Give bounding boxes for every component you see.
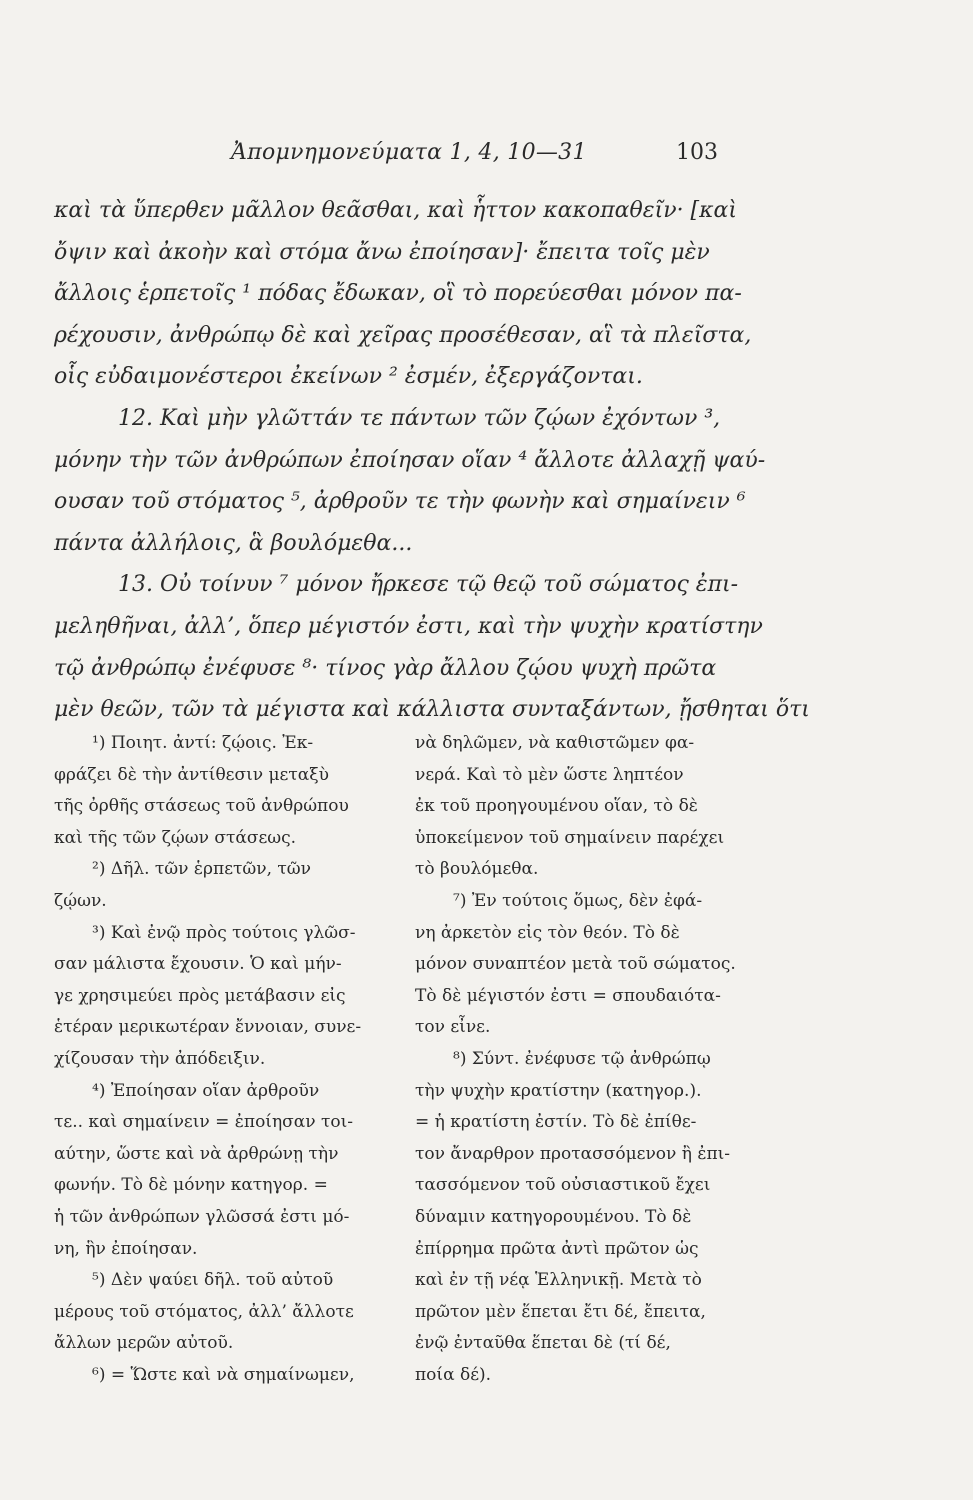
page-number: 103 bbox=[676, 140, 718, 165]
footnote-line: τῆς ὀρθῆς στάσεως τοῦ ἀνθρώπου bbox=[54, 796, 349, 817]
footnote-line: ἐπίρρημα πρῶτα ἀντὶ πρῶτον ὡς bbox=[415, 1238, 699, 1259]
text-line: ρέχουσιν, ἀνθρώπῳ δὲ καὶ χεῖρας προσέθεσαν, αἳ τὰ πλεῖστα, bbox=[54, 322, 752, 348]
footnote-line: πρῶτον μὲν ἕπεται ἔτι δέ, ἔπειτα, bbox=[415, 1301, 706, 1322]
footnote-line: χίζουσαν τὴν ἀπόδειξιν. bbox=[54, 1048, 266, 1069]
footnote-line: ἑτέραν μερικωτέραν ἔννοιαν, συνε- bbox=[54, 1017, 362, 1038]
footnote-line: ἡ τῶν ἀνθρώπων γλῶσσά ἐστι μό- bbox=[54, 1206, 350, 1227]
footnote-line: ²) Δῆλ. τῶν ἑρπετῶν, τῶν bbox=[92, 859, 312, 880]
footnote-line: Τὸ δὲ μέγιστόν ἐστι = σπουδαιότα- bbox=[415, 985, 721, 1006]
footnote-line: ἐκ τοῦ προηγουμένου οἵαν, τὸ δὲ bbox=[415, 796, 698, 817]
footnote-line: ποία δέ). bbox=[415, 1364, 492, 1385]
footnote-line: μόνον συναπτέον μετὰ τοῦ σώματος. bbox=[415, 954, 736, 975]
footnotes-left-column bbox=[54, 728, 384, 1391]
text-line: ὄψιν καὶ ἀκοὴν καὶ στόμα ἄνω ἐποίησαν]· ἔπειτα τοῖς μὲν bbox=[54, 239, 710, 265]
footnote-line: μέρους τοῦ στόματος, ἀλλ’ ἄλλοτε bbox=[54, 1301, 354, 1322]
text-line: ουσαν τοῦ στόματος ⁵, ἀρθροῦν τε τὴν φωνὴν καὶ σημαίνειν ⁶ bbox=[54, 489, 746, 515]
text-line: καὶ τὰ ὕπερθεν μᾶλλον θεᾶσθαι, καὶ ἧττον κακοπαθεῖν· [καὶ bbox=[54, 198, 738, 223]
footnote-line: ἄλλων μερῶν αὐτοῦ. bbox=[54, 1333, 234, 1354]
text-line: πάντα ἀλλήλοις, ἃ βουλόμεθα... bbox=[54, 530, 413, 556]
footnote-line: αύτην, ὥστε καὶ νὰ ἀρθρώνῃ τὴν bbox=[54, 1143, 339, 1164]
footnote-line: σαν μάλιστα ἔχουσιν. Ὁ καὶ μήν- bbox=[54, 954, 342, 975]
footnote-line: καὶ ἐν τῇ νέᾳ Ἑλληνικῇ. Μετὰ τὸ bbox=[415, 1270, 702, 1291]
footnote-line: ⁸) Σύντ. ἐνέφυσε τῷ ἀνθρώπῳ bbox=[453, 1048, 711, 1069]
footnotes-right-column bbox=[415, 728, 760, 1391]
page-header bbox=[54, 140, 718, 180]
running-head: Ἀπομνημονεύματα 1, 4, 10—31 bbox=[231, 140, 587, 165]
footnote-line: τασσόμενον τοῦ οὐσιαστικοῦ ἔχει bbox=[415, 1175, 711, 1196]
footnote-line: ⁵) Δὲν ψαύει δῆλ. τοῦ αὐτοῦ bbox=[92, 1270, 334, 1291]
footnote-line: ὑποκείμενον τοῦ σημαίνειν παρέχει bbox=[415, 827, 725, 848]
footnote-line: γε χρησιμεύει πρὸς μετάβασιν εἰς bbox=[54, 985, 346, 1006]
footnote-line: ἐνῷ ἐνταῦθα ἕπεται δὲ (τί δέ, bbox=[415, 1333, 671, 1354]
footnote-line: δύναμιν κατηγορουμένου. Τὸ δὲ bbox=[415, 1206, 692, 1227]
footnote-line: ¹) Ποιητ. ἀντί: ζῴοις. Ἐκ- bbox=[92, 733, 314, 753]
footnote-line: νη, ἣν ἐποίησαν. bbox=[54, 1238, 198, 1259]
footnote-line: ⁷) Ἐν τούτοις ὅμως, δὲν ἐφά- bbox=[453, 890, 703, 911]
text-line: μεληθῆναι, ἀλλ’, ὅπερ μέγιστόν ἐστι, καὶ τὴν ψυχὴν κρατίστην bbox=[54, 613, 763, 639]
main-text bbox=[54, 190, 810, 731]
footnote-line: ζῴων. bbox=[54, 890, 107, 911]
text-line: μὲν θεῶν, τῶν τὰ μέγιστα καὶ κάλλιστα συνταξάντων, ᾔσθηται ὅτι bbox=[54, 697, 810, 723]
footnote-line: τον ἄναρθρον προτασσόμενον ἢ ἐπι- bbox=[415, 1143, 731, 1164]
footnote-line: καὶ τῆς τῶν ζῴων στάσεως. bbox=[54, 827, 297, 848]
footnote-line: ³) Καὶ ἐνῷ πρὸς τούτοις γλῶσ- bbox=[92, 922, 356, 943]
text-line: ἄλλοις ἑρπετοῖς ¹ πόδας ἔδωκαν, οἳ τὸ πορεύεσθαι μόνον πα- bbox=[54, 281, 742, 307]
footnote-line: νη ἀρκετὸν εἰς τὸν θεόν. Τὸ δὲ bbox=[415, 922, 680, 943]
footnote-line: φράζει δὲ τὴν ἀντίθεσιν μεταξὺ bbox=[54, 764, 329, 785]
text-line: τῷ ἀνθρώπῳ ἐνέφυσε ⁸· τίνος γὰρ ἄλλου ζῴου ψυχὴ πρῶτα bbox=[54, 655, 717, 681]
footnote-line: φωνήν. Τὸ δὲ μόνην κατηγορ. = bbox=[54, 1175, 328, 1196]
text-line: 12. Καὶ μὴν γλῶττάν τε πάντων τῶν ζῴων ἐχόντων ³, bbox=[118, 405, 721, 431]
footnote-line: τὸ βουλόμεθα. bbox=[415, 859, 539, 880]
footnote-line: ⁶) = Ὥστε καὶ νὰ σημαίνωμεν, bbox=[92, 1364, 355, 1385]
footnote-line: νὰ δηλῶμεν, νὰ καθιστῶμεν φα- bbox=[415, 733, 695, 753]
footnote-line: = ἡ κρατίστη ἐστίν. Τὸ δὲ ἐπίθε- bbox=[415, 1112, 697, 1133]
footnote-line: νερά. Καὶ τὸ μὲν ὥστε ληπτέον bbox=[415, 764, 684, 785]
footnote-line: τὴν ψυχὴν κρατίστην (κατηγορ.). bbox=[415, 1080, 702, 1101]
text-line: 13. Οὐ τοίνυν ⁷ μόνον ἤρκεσε τῷ θεῷ τοῦ σώματος ἐπι- bbox=[118, 572, 739, 598]
text-line: μόνην τὴν τῶν ἀνθρώπων ἐποίησαν οἵαν ⁴ ἄλλοτε ἀλλαχῇ ψαύ- bbox=[54, 447, 766, 473]
text-line: οἷς εὐδαιμονέστεροι ἐκείνων ² ἐσμέν, ἐξεργάζονται. bbox=[54, 364, 643, 390]
footnote-line: τε.. καὶ σημαίνειν = ἐποίησαν τοι- bbox=[54, 1112, 354, 1133]
footnote-line: τον εἶνε. bbox=[415, 1017, 491, 1038]
footnote-line: ⁴) Ἐποίησαν οἵαν ἀρθροῦν bbox=[92, 1080, 320, 1101]
